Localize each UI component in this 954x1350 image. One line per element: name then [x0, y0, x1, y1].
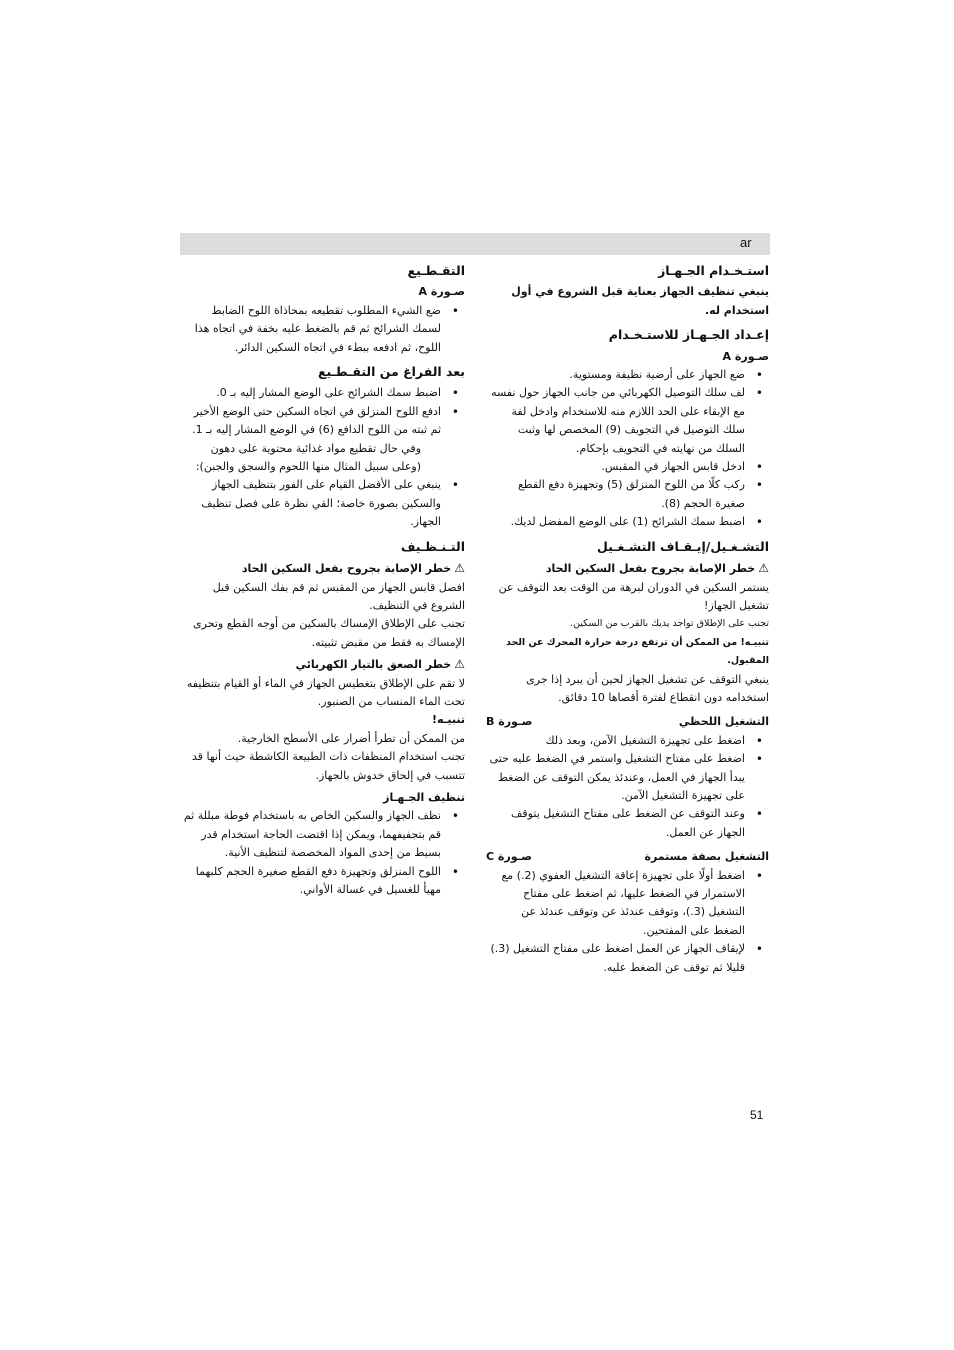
warning-triangle-icon: ⚠ [758, 561, 769, 576]
warning-cut-risk [486, 559, 769, 578]
list-item: • اضبط سمك الشرائح (1) على الوضع المفضل لديك. [486, 513, 769, 531]
device-cleaning-list [183, 807, 465, 899]
caution-title: تنبيـه! [431, 713, 465, 727]
section-title-after-cutting: بعد الفراغ من التقـطـيع [317, 364, 465, 380]
warning-text: لا تقم على الإطلاق بتغطيس الجهاز في الماء أو القيام بتنظيفه تحت الماء المنساب من الصنبور. [186, 676, 465, 708]
list-item: • اضغط على تجهيزة التشغيل الآمن، وبعد ذلك [486, 732, 769, 750]
page-number: 51 [750, 1108, 764, 1122]
list-item: • ادخل قابس الجهاز في المقبس. [486, 458, 769, 476]
momentary-title: التشغيل اللحظي [678, 715, 769, 729]
list-item: • لإيقاف الجهاز عن العمل اضغط على مفتاح التشغيل (3.) قليلا ثم توقف عن الضغط عليه. [486, 940, 769, 977]
caution-text: تجنب استخدام المنظفات ذات الطبيعة الكاشطة حيث أنها قد تتسبب في إلحاق خدوش بالجهاز. [191, 750, 465, 782]
list-item: • نظف الجهاز والسكين الخاص به باستخدام فوطة مبللة ثم قم بتجفيفهما، ويمكن إذا اقتضت الحاجة استخدام قدر بسيط من إحدى المواد المخصصة لتنظيف الأنية. [183, 807, 465, 862]
list-item: • ادفع اللوح المنزلق في اتجاه السكين حتى الوضع الأخير ثم ثبته من اللوح الدافع (6) في الوضع المشار إليه بـ 1. [183, 403, 465, 440]
figure-label-a: صـورة A [418, 285, 465, 299]
section-title-preparation: إعـداد الجـهـاز للاستـخـدام [608, 327, 769, 343]
caution-text: من الممكن أن تطرأ أضرار على الأسطح الخارجية. [237, 731, 465, 745]
cutting-list [183, 302, 465, 357]
figure-label-a: صـورة A [722, 349, 769, 363]
warning-text: تجنب على الإطلاق الإمساك بالسكين من أوجه القطع وتحرى الإمساك به فقط من مقبض تثبيته. [193, 617, 465, 649]
right-column [486, 262, 769, 977]
list-item: • ضع الجهاز على أرضية نظيفة ومستوية. [486, 366, 769, 384]
language-code: ar [740, 235, 752, 250]
section-title-cutting: التقـطـيع [407, 263, 465, 278]
left-column [183, 262, 465, 899]
fat-list [183, 476, 465, 531]
figure-label-b: صـورة B [486, 715, 533, 729]
section-title-using: استـخـدام الجـهـاز [658, 263, 769, 278]
list-item: • اضبط سمك الشرائح على الوضع المشار إليه بـ 0. [183, 384, 465, 402]
continuous-title: التشغيل بصفة مستمرة [644, 850, 769, 864]
preparation-list [486, 366, 769, 532]
warning-triangle-icon: ⚠ [454, 657, 465, 672]
warning-cut-risk [183, 559, 465, 578]
warning-note: تجنب على الإطلاق تواجد يديك بالقرب من السكين. [570, 618, 769, 630]
warning-title: خطر الصعق بالتيار الكهربائي [295, 658, 452, 672]
section-title-operation: التشـغـيل/إيـقـاف التشـغـيل [597, 538, 769, 554]
fat-note: وفي حال تقطيع مواد غذائية محتوية على دهون (وعلى سبيل المثال منها اللحوم والسجق والجبن): [195, 441, 421, 474]
figure-label-c: صـورة C [486, 850, 533, 864]
momentary-heading [486, 713, 769, 731]
warning-title: خطر الإصابة بجروح بفعل السكين الحاد [241, 562, 452, 576]
caution-title: تنبيـه! من الممكن أن ترتفع درجة حرارة المحرك عن الحد المقبول. [505, 636, 769, 667]
warning-electric-shock [183, 655, 465, 674]
after-cutting-list [183, 384, 465, 439]
list-item: • لف سلك التوصيل الكهربائي من جانب الجهاز حول نفسه مع الإبقاء على الحد اللازم منه للاستخدام وادخل لفة سلك التوصيل في التجويف (9) المخصص لها وثبت السلك من نهايته في التجويف بإحكام. [486, 384, 769, 458]
warning-title: خطر الإصابة بجروح بفعل السكين الحاد [545, 562, 756, 576]
header-bar [180, 233, 770, 255]
warning-triangle-icon: ⚠ [454, 561, 465, 576]
continuous-list [486, 867, 769, 977]
list-item: • ركب كلًا من اللوح المنزلق (5) وتجهيزة دفع القطع صغيرة الحجم (8). [486, 476, 769, 513]
list-item: • اضغط على مفتاح التشغيل واستمر في الضغط عليه حتى يبدأ الجهاز في العمل، وعندئذ يمكن التوقف عن الضغط على تجهيزة التشغيل الآمن. [486, 750, 769, 805]
momentary-list [486, 732, 769, 842]
warning-text: افصل قابس الجهاز من المقبس ثم قم بفك السكين قبل الشروع في التنظيف. [212, 580, 465, 612]
list-item: • اللوح المنزلق وتجهيزة دفع القطع صغيرة الحجم كلبهما مهيأ للغسيل في غسالة الأواني. [183, 863, 465, 900]
list-item: • ينبغي على الأفضل القيام على الفور بتنظيف الجهاز والسكين بصورة خاصة؛ القي نظرة على فصل تنظيف الجهاز. [183, 476, 465, 531]
list-item: • اضغط أولًا على تجهيزة إعاقة التشغيل العفوي (2.) مع الاستمرار في الضغط عليها، ثم اضغط على مفتاح التشغيل (3.)، وتوقف عندئذ عن وتوقف عندئذ عن الضغط على المفتحين. [486, 867, 769, 941]
continuous-heading [486, 848, 769, 866]
list-item: • وعند التوقف عن الضغط على مفتاح التشغيل يتوقف الجهاز عن العمل. [486, 805, 769, 842]
warning-text: يستمر السكين في الدوران لبرهة من الوقت بعد التوقف عن تشغيل الجهاز! [498, 580, 769, 612]
section-title-cleaning: التـنـظـيف [400, 538, 465, 554]
intro-text: ينبغي تنظيف الجهاز بعناية قبل الشروع في أول استخدام له. [511, 285, 769, 317]
section-title-device-cleaning: تنظيف الجـهـاز [383, 790, 465, 804]
caution-text: ينبغي التوقف عن تشغيل الجهاز لحين أن يبرد إذا جرى استخدامه دون انقطاع لفترة أقصاها 10 دقائق. [526, 672, 769, 704]
list-item: • ضع الشيء المطلوب تقطيعه بمحاذاة اللوح الضابط لسمك الشرائح ثم قم بالضغط عليه بخفة في اتجاه هذا اللوح، ثم ادفعه ببطء في اتجاه السكين الدائر. [183, 302, 465, 357]
